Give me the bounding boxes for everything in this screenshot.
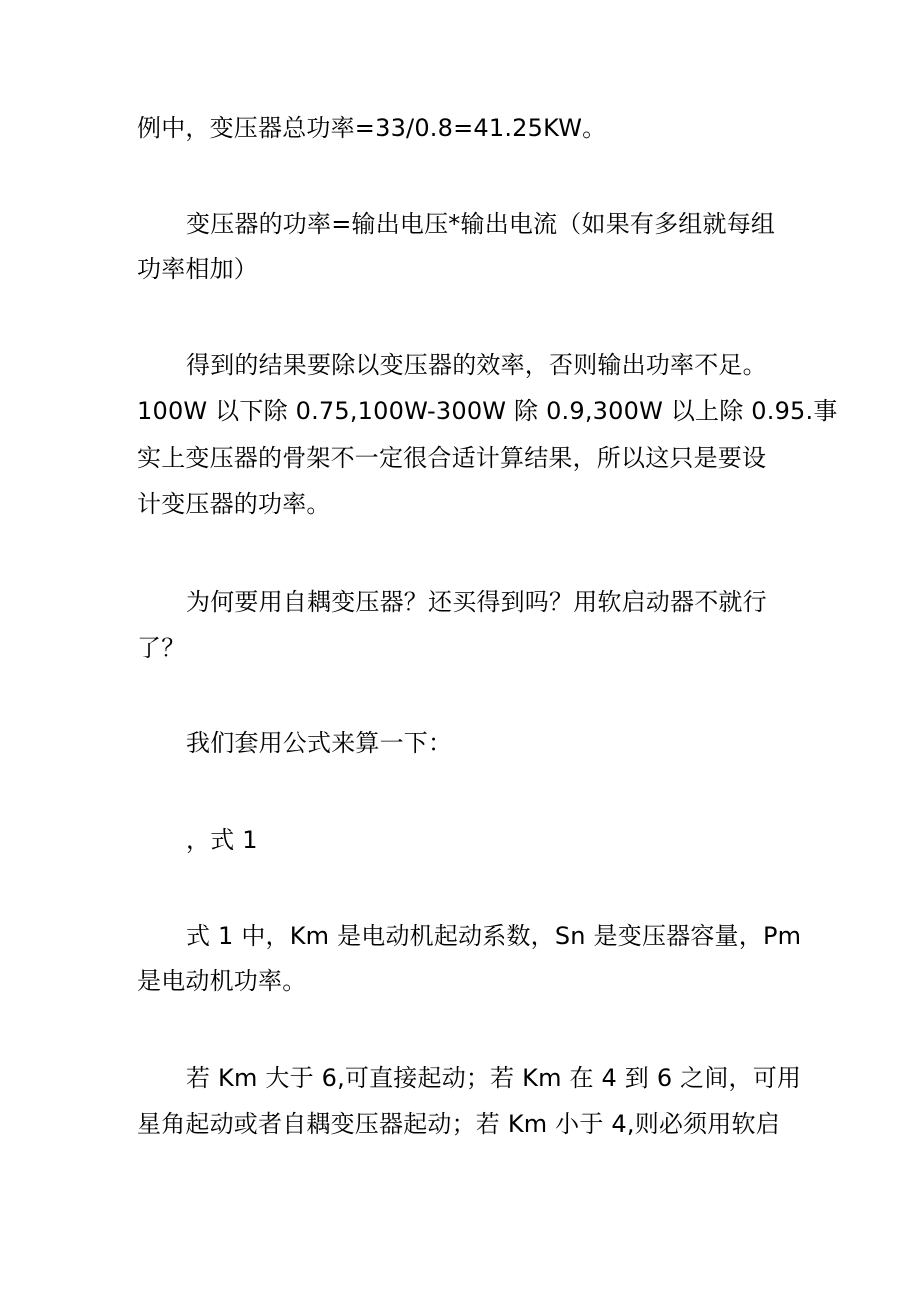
text-line-1: 例中，变压器总功率=33/0.8=41.25KW。 <box>137 114 607 142</box>
text-line-11: ，式 1 <box>186 826 258 854</box>
text-line-15: 星角起动或者自耦变压器起动；若 Km 小于 4,则必须用软启 <box>137 1110 780 1138</box>
text-line-6: 实上变压器的骨架不一定很合适计算结果，所以这只是要设 <box>137 444 767 472</box>
text-line-2: 变压器的功率=输出电压*输出电流（如果有多组就每组 <box>186 210 776 238</box>
text-line-5: 100W 以下除 0.75,100W-300W 除 0.9,300W 以上除 0.95.事 <box>137 397 838 425</box>
text-line-3: 功率相加） <box>137 255 258 283</box>
text-line-10: 我们套用公式来算一下： <box>186 729 453 757</box>
text-line-8: 为何要用自耦变压器？还买得到吗？用软启动器不就行 <box>186 588 767 616</box>
text-line-9: 了？ <box>137 634 186 662</box>
text-line-14: 若 Km 大于 6,可直接起动；若 Km 在 4 到 6 之间，可用 <box>186 1064 802 1092</box>
text-line-13: 是电动机功率。 <box>137 967 307 995</box>
text-line-7: 计变压器的功率。 <box>137 490 331 518</box>
text-line-4: 得到的结果要除以变压器的效率，否则输出功率不足。 <box>186 351 767 379</box>
text-line-12: 式 1 中，Km 是电动机起动系数，Sn 是变压器容量，Pm <box>186 922 802 950</box>
